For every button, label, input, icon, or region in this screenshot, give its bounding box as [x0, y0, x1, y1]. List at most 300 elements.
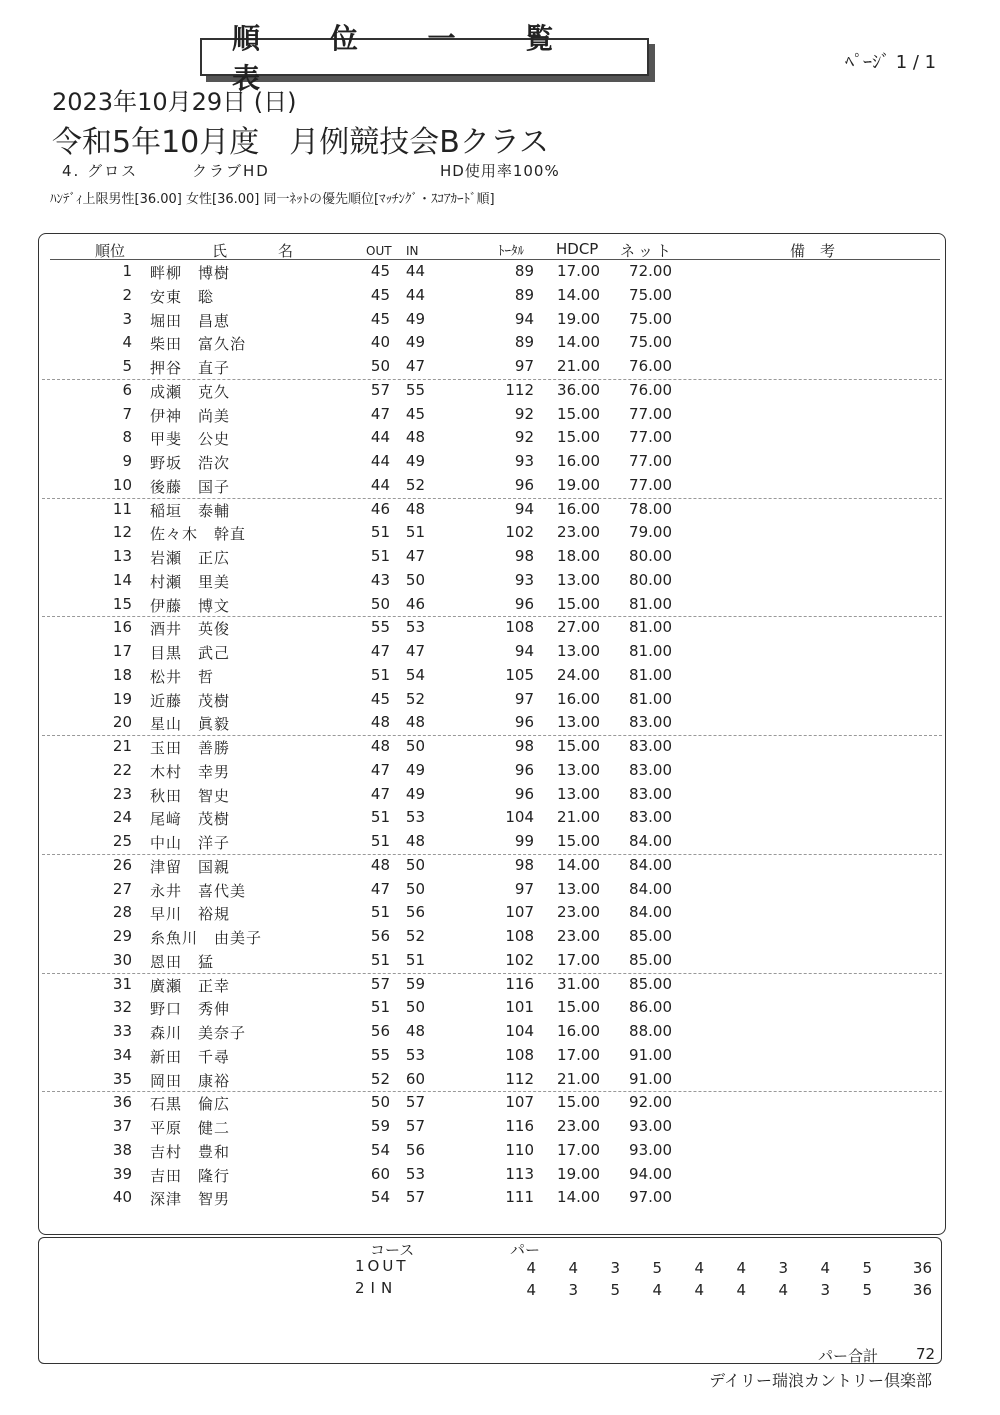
cell-hdcp: 14.00	[557, 855, 600, 874]
event-title: 令和5年10月度 月例競技会Bクラス	[52, 125, 549, 160]
table-row	[0, 476, 1000, 500]
group-separator	[42, 379, 942, 380]
cell-in: 48	[405, 832, 425, 850]
cell-in: 47	[405, 642, 425, 660]
cell-out: 44	[370, 475, 390, 494]
cell-in: 55	[405, 380, 425, 399]
cell-out: 47	[370, 642, 390, 660]
cell-total: 107	[505, 903, 534, 922]
cell-in: 45	[405, 404, 425, 423]
table-row	[0, 452, 1000, 476]
cell-rank: 35	[112, 1069, 132, 1088]
cell-total: 97	[514, 879, 534, 898]
cell-net: 77.00	[629, 428, 672, 447]
cell-net: 75.00	[629, 285, 672, 304]
cell-total: 96	[514, 475, 534, 494]
cell-net: 75.00	[629, 309, 672, 328]
cell-in: 52	[405, 927, 425, 945]
cell-name: 野坂 浩次	[150, 454, 231, 472]
cell-total: 89	[514, 285, 534, 304]
cell-name: 柴田 富久治	[150, 335, 247, 354]
par-sum-value: 72	[916, 1345, 936, 1363]
cell-in: 49	[405, 309, 425, 328]
table-row	[0, 666, 1000, 690]
cell-hdcp: 15.00	[557, 594, 600, 613]
cell-in: 48	[405, 713, 425, 732]
cell-in: 49	[405, 784, 425, 803]
cell-total: 108	[505, 1045, 534, 1064]
cell-net: 84.00	[629, 903, 672, 922]
cell-hdcp: 19.00	[557, 475, 600, 494]
cell-rank: 23	[112, 784, 132, 803]
table-row	[0, 785, 1000, 809]
cell-net: 81.00	[629, 618, 672, 637]
cell-hdcp: 23.00	[557, 903, 600, 922]
hole-par: 4	[694, 1281, 704, 1299]
cell-rank: 26	[112, 855, 132, 874]
cell-name: 安東 聡	[150, 287, 215, 306]
header-name-1: 氏	[212, 242, 228, 260]
cell-hdcp: 13.00	[557, 570, 600, 589]
cell-in: 53	[405, 618, 425, 637]
cell-hdcp: 15.00	[557, 832, 600, 850]
cell-in: 51	[405, 950, 425, 969]
table-row	[0, 713, 1000, 737]
group-separator	[42, 735, 942, 736]
cell-hdcp: 23.00	[557, 523, 600, 542]
cell-total: 96	[514, 713, 534, 732]
cell-net: 97.00	[629, 1188, 672, 1207]
group-separator	[42, 973, 942, 974]
cell-rank: 32	[112, 998, 132, 1017]
cell-hdcp: 16.00	[557, 452, 600, 470]
cell-hdcp: 14.00	[557, 1188, 600, 1207]
cell-hdcp: 17.00	[557, 262, 600, 280]
cell-rank: 11	[112, 499, 132, 518]
cell-name: 吉田 隆行	[150, 1166, 231, 1185]
cell-hdcp: 17.00	[557, 1140, 600, 1159]
cell-out: 47	[370, 879, 390, 898]
cell-out: 43	[370, 570, 390, 589]
cell-hdcp: 19.00	[557, 309, 600, 328]
cell-total: 92	[514, 404, 534, 423]
cell-rank: 5	[122, 357, 132, 375]
cell-total: 116	[505, 974, 534, 993]
cell-name: 松井 哲	[150, 667, 215, 686]
cell-hdcp: 17.00	[557, 1045, 600, 1064]
table-row	[0, 951, 1000, 975]
table-row	[0, 903, 1000, 927]
cell-net: 76.00	[629, 357, 672, 375]
cell-total: 93	[514, 570, 534, 589]
cell-in: 52	[405, 689, 425, 708]
cell-net: 77.00	[629, 452, 672, 470]
cell-total: 111	[505, 1188, 534, 1207]
cell-hdcp: 36.00	[557, 380, 600, 399]
header-net: ネット	[620, 242, 675, 260]
cell-name: 甲斐 公史	[150, 430, 231, 449]
cell-rank: 30	[112, 950, 132, 969]
hole-par: 4	[526, 1259, 536, 1277]
cell-out: 51	[370, 903, 390, 922]
cell-rank: 17	[112, 642, 132, 660]
cell-net: 84.00	[629, 832, 672, 850]
cell-in: 48	[405, 1022, 425, 1040]
cell-in: 53	[405, 1045, 425, 1064]
cell-name: 星山 眞毅	[150, 715, 231, 734]
cell-out: 46	[370, 499, 390, 518]
group-separator	[42, 854, 942, 855]
hole-par: 3	[610, 1259, 620, 1277]
cell-total: 96	[514, 594, 534, 613]
cell-rank: 2	[122, 285, 132, 304]
cell-out: 51	[370, 523, 390, 542]
group-separator	[42, 1091, 942, 1092]
cell-in: 48	[405, 499, 425, 518]
cell-net: 81.00	[629, 665, 672, 684]
cell-rank: 8	[122, 428, 132, 447]
cell-net: 85.00	[629, 927, 672, 945]
hole-par: 4	[778, 1281, 788, 1299]
cell-in: 49	[405, 452, 425, 470]
cell-out: 57	[370, 380, 390, 399]
cell-rank: 33	[112, 1022, 132, 1040]
cell-total: 94	[514, 642, 534, 660]
table-row	[0, 310, 1000, 334]
header-remarks: 備 考	[790, 242, 836, 260]
club-hd-label: クラブHD	[192, 162, 270, 180]
cell-in: 53	[405, 1164, 425, 1183]
table-row	[0, 832, 1000, 856]
cell-rank: 19	[112, 689, 132, 708]
cell-net: 83.00	[629, 784, 672, 803]
cell-net: 88.00	[629, 1022, 672, 1040]
cell-total: 93	[514, 452, 534, 470]
cell-hdcp: 13.00	[557, 784, 600, 803]
cell-in: 44	[405, 285, 425, 304]
cell-total: 112	[505, 1069, 534, 1088]
table-row	[0, 405, 1000, 429]
cell-out: 45	[370, 309, 390, 328]
table-row	[0, 333, 1000, 357]
cell-out: 54	[370, 1140, 390, 1159]
group-separator	[42, 616, 942, 617]
table-row	[0, 1070, 1000, 1094]
header-hdcp: HDCP	[556, 240, 599, 258]
cell-out: 51	[370, 998, 390, 1017]
cell-rank: 18	[112, 665, 132, 684]
header-in: IN	[406, 244, 419, 258]
cell-name: 岩瀬 正広	[150, 549, 231, 567]
cell-net: 76.00	[629, 380, 672, 399]
cell-name: 早川 裕規	[150, 905, 231, 924]
cell-rank: 24	[112, 808, 132, 827]
cell-rank: 10	[112, 475, 132, 494]
cell-net: 80.00	[629, 570, 672, 589]
cell-net: 91.00	[629, 1069, 672, 1088]
course-label: コース	[370, 1241, 415, 1259]
cell-name: 平原 健二	[150, 1119, 231, 1137]
cell-name: 秋田 智史	[150, 786, 231, 805]
cell-out: 51	[370, 950, 390, 969]
cell-total: 108	[505, 618, 534, 637]
cell-hdcp: 14.00	[557, 285, 600, 304]
page-indicator: ﾍﾟｰｼﾞ 1 / 1	[845, 52, 937, 73]
cell-net: 81.00	[629, 594, 672, 613]
cell-in: 46	[405, 594, 425, 613]
cell-hdcp: 13.00	[557, 760, 600, 779]
table-row	[0, 381, 1000, 405]
cell-rank: 27	[112, 879, 132, 898]
table-row	[0, 1188, 1000, 1212]
cell-rank: 25	[112, 832, 132, 850]
table-row	[0, 1022, 1000, 1046]
hole-par: 5	[652, 1259, 662, 1277]
cell-name: 伊藤 博文	[150, 596, 231, 615]
hole-par: 4	[652, 1281, 662, 1299]
cell-out: 47	[370, 784, 390, 803]
hole-par: 3	[820, 1281, 830, 1299]
cell-total: 98	[514, 547, 534, 565]
table-row	[0, 1046, 1000, 1070]
cell-total: 94	[514, 309, 534, 328]
cell-name: 成瀬 克久	[150, 382, 231, 401]
cell-out: 59	[370, 1117, 390, 1135]
cell-net: 78.00	[629, 499, 672, 518]
cell-rank: 22	[112, 760, 132, 779]
cell-name: 伊神 尚美	[150, 406, 231, 425]
cell-out: 51	[370, 665, 390, 684]
cell-out: 56	[370, 927, 390, 945]
table-row	[0, 1141, 1000, 1165]
cell-out: 48	[370, 737, 390, 755]
cell-rank: 9	[122, 452, 132, 470]
cell-out: 47	[370, 404, 390, 423]
cell-name: 石黒 倫広	[150, 1095, 231, 1114]
out-par-total: 36	[912, 1259, 932, 1277]
cell-name: 永井 喜代美	[150, 881, 247, 900]
cell-out: 45	[370, 262, 390, 280]
cell-in: 57	[405, 1117, 425, 1135]
cell-out: 54	[370, 1188, 390, 1207]
cell-rank: 20	[112, 713, 132, 732]
table-row	[0, 571, 1000, 595]
header-divider	[50, 259, 940, 260]
cell-net: 84.00	[629, 879, 672, 898]
header-rank: 順位	[95, 242, 126, 260]
cell-rank: 16	[112, 618, 132, 637]
cell-net: 86.00	[629, 998, 672, 1017]
table-row	[0, 286, 1000, 310]
table-row	[0, 1117, 1000, 1141]
cell-rank: 3	[122, 309, 132, 328]
hole-par: 4	[526, 1281, 536, 1299]
cell-hdcp: 19.00	[557, 1164, 600, 1183]
cell-total: 94	[514, 499, 534, 518]
cell-in: 57	[405, 1188, 425, 1207]
cell-out: 50	[370, 1093, 390, 1112]
cell-rank: 34	[112, 1045, 132, 1064]
cell-hdcp: 15.00	[557, 1093, 600, 1112]
table-row	[0, 357, 1000, 381]
cell-rank: 21	[112, 737, 132, 755]
table-row	[0, 262, 1000, 286]
cell-hdcp: 18.00	[557, 547, 600, 565]
table-row	[0, 1165, 1000, 1189]
cell-in: 50	[405, 879, 425, 898]
cell-total: 96	[514, 784, 534, 803]
cell-net: 77.00	[629, 475, 672, 494]
cell-total: 92	[514, 428, 534, 447]
cell-out: 51	[370, 808, 390, 827]
cell-name: 玉田 善勝	[150, 739, 231, 757]
course-par-box	[38, 1237, 942, 1364]
cell-out: 50	[370, 594, 390, 613]
cell-in: 50	[405, 998, 425, 1017]
par-label: パー	[510, 1241, 541, 1259]
cell-name: 目黒 武己	[150, 644, 231, 662]
cell-rank: 28	[112, 903, 132, 922]
cell-hdcp: 23.00	[557, 1117, 600, 1135]
cell-in: 50	[405, 570, 425, 589]
table-row	[0, 737, 1000, 761]
cell-out: 55	[370, 1045, 390, 1064]
cell-net: 92.00	[629, 1093, 672, 1112]
cell-net: 83.00	[629, 737, 672, 755]
cell-total: 98	[514, 737, 534, 755]
cell-net: 93.00	[629, 1117, 672, 1135]
cell-hdcp: 17.00	[557, 950, 600, 969]
cell-in: 47	[405, 357, 425, 375]
cell-rank: 14	[112, 570, 132, 589]
cell-name: 木村 幸男	[150, 762, 231, 781]
cell-hdcp: 15.00	[557, 404, 600, 423]
cell-name: 津留 国親	[150, 857, 231, 876]
cell-name: 畔柳 博樹	[150, 264, 231, 282]
page-title: 順 位 一 覧 表	[232, 22, 584, 95]
cell-in: 49	[405, 333, 425, 352]
table-row	[0, 927, 1000, 951]
cell-rank: 38	[112, 1140, 132, 1159]
cell-rank: 31	[112, 974, 132, 993]
cell-hdcp: 15.00	[557, 998, 600, 1017]
cell-name: 押谷 直子	[150, 359, 231, 377]
cell-out: 55	[370, 618, 390, 637]
cell-out: 44	[370, 452, 390, 470]
cell-net: 85.00	[629, 974, 672, 993]
cell-hdcp: 15.00	[557, 428, 600, 447]
cell-out: 40	[370, 333, 390, 352]
table-row	[0, 428, 1000, 452]
cell-total: 107	[505, 1093, 534, 1112]
hole-par: 5	[862, 1281, 872, 1299]
table-row	[0, 880, 1000, 904]
cell-out: 60	[370, 1164, 390, 1183]
cell-out: 51	[370, 547, 390, 565]
group-separator	[42, 498, 942, 499]
cell-in: 56	[405, 1140, 425, 1159]
cell-name: 吉村 豊和	[150, 1142, 231, 1161]
header-out: OUT	[366, 244, 392, 258]
cell-rank: 4	[122, 333, 132, 352]
hole-par: 4	[820, 1259, 830, 1277]
cell-hdcp: 27.00	[557, 618, 600, 637]
cell-in: 44	[405, 262, 425, 280]
cell-in: 52	[405, 475, 425, 494]
cell-hdcp: 21.00	[557, 357, 600, 375]
hole-par: 3	[568, 1281, 578, 1299]
cell-rank: 12	[112, 523, 132, 542]
cell-rank: 39	[112, 1164, 132, 1183]
cell-hdcp: 15.00	[557, 737, 600, 755]
cell-total: 112	[505, 380, 534, 399]
cell-net: 81.00	[629, 689, 672, 708]
cell-rank: 1	[122, 262, 132, 280]
cell-name: 深津 智男	[150, 1190, 231, 1209]
cell-out: 44	[370, 428, 390, 447]
cell-in: 50	[405, 855, 425, 874]
cell-net: 81.00	[629, 642, 672, 660]
cell-total: 98	[514, 855, 534, 874]
in-par-total: 36	[912, 1281, 932, 1299]
cell-hdcp: 31.00	[557, 974, 600, 993]
cell-rank: 15	[112, 594, 132, 613]
cell-out: 50	[370, 357, 390, 375]
cell-rank: 29	[112, 927, 132, 945]
cell-in: 60	[405, 1069, 425, 1088]
table-row	[0, 856, 1000, 880]
cell-name: 廣瀬 正幸	[150, 976, 231, 995]
cell-in: 59	[405, 974, 425, 993]
cell-rank: 40	[112, 1188, 132, 1207]
cell-in: 50	[405, 737, 425, 755]
cell-net: 79.00	[629, 523, 672, 542]
cell-net: 91.00	[629, 1045, 672, 1064]
cell-total: 99	[514, 832, 534, 850]
table-row	[0, 761, 1000, 785]
cell-name: 恩田 猛	[150, 952, 215, 971]
cell-out: 47	[370, 760, 390, 779]
cell-name: 森川 美奈子	[150, 1024, 247, 1042]
table-row	[0, 808, 1000, 832]
hole-par: 4	[694, 1259, 704, 1277]
cell-name: 稲垣 泰輔	[150, 501, 231, 520]
hole-par: 5	[862, 1259, 872, 1277]
category-number: 4. グロス	[62, 162, 139, 180]
cell-hdcp: 16.00	[557, 499, 600, 518]
cell-hdcp: 21.00	[557, 808, 600, 827]
cell-hdcp: 16.00	[557, 1022, 600, 1040]
cell-out: 45	[370, 689, 390, 708]
hole-par: 4	[736, 1259, 746, 1277]
cell-out: 51	[370, 832, 390, 850]
cell-in: 54	[405, 665, 425, 684]
cell-out: 57	[370, 974, 390, 993]
cell-out: 56	[370, 1022, 390, 1040]
cell-name: 村瀬 里美	[150, 572, 231, 591]
cell-in: 53	[405, 808, 425, 827]
cell-total: 96	[514, 760, 534, 779]
table-row	[0, 595, 1000, 619]
table-row	[0, 642, 1000, 666]
cell-total: 110	[505, 1140, 534, 1159]
par-sum-label: パー合計	[818, 1347, 879, 1365]
cell-net: 83.00	[629, 808, 672, 827]
cell-out: 48	[370, 855, 390, 874]
handicap-note: ﾊﾝﾃﾞｨ上限男性[36.00] 女性[36.00] 同一ﾈｯﾄの優先順位[ﾏｯﾁﾝｸﾞ・ｽｺｱｶｰﾄﾞ順]	[50, 192, 495, 207]
cell-hdcp: 13.00	[557, 642, 600, 660]
cell-hdcp: 16.00	[557, 689, 600, 708]
